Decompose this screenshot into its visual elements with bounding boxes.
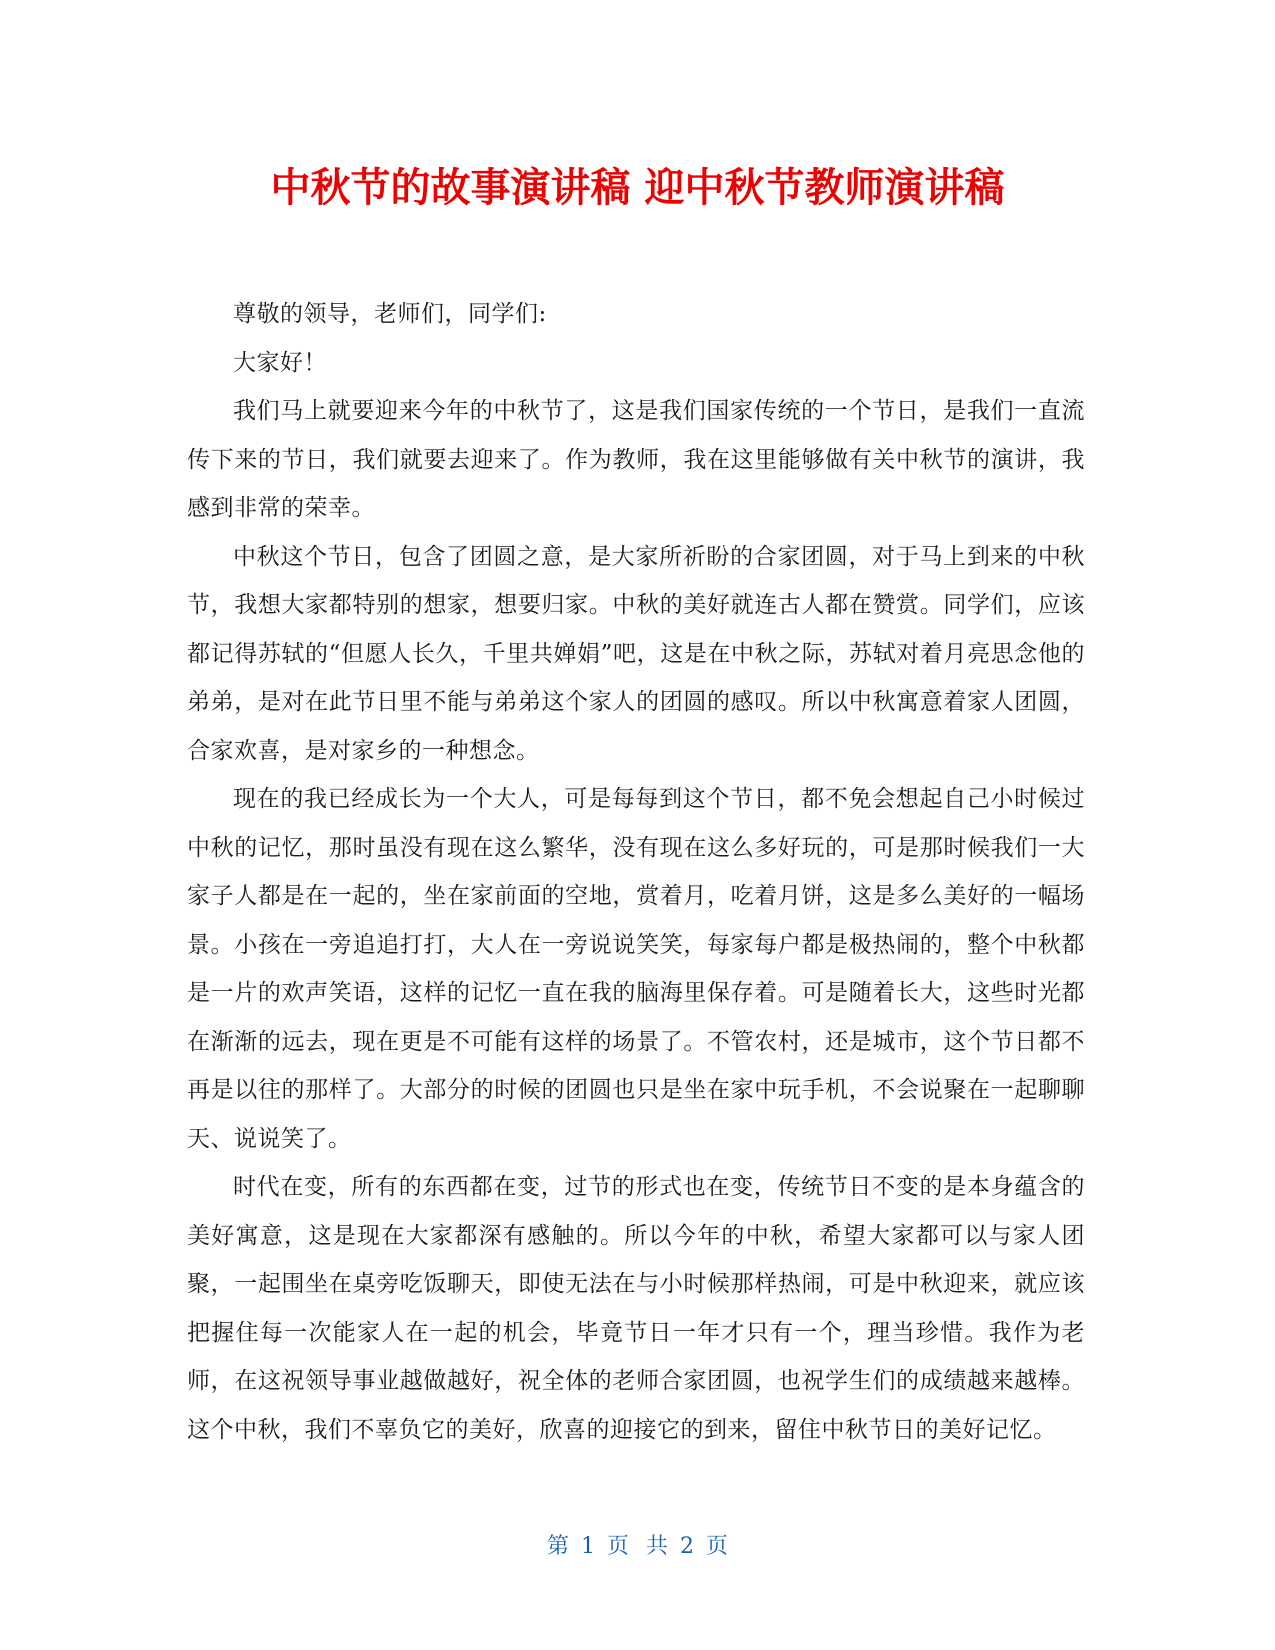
body-paragraph: 现在的我已经成长为一个大人，可是每每到这个节日，都不免会想起自己小时候过中秋的记忆，那时虽没有现在这么繁华，没有现在这么多好玩的，可是那时候我们一大家子人都是在一起的，坐在家前面的空地，赏着月，吃着月饼，这是多么美好的一幅场景。小孩在一旁追追打打，大人在一旁说说笑笑，每家每户都是极热闹的，整个中秋都是一片的欢声笑语，这样的记忆一直在我的脑海里保存着。可是随着长大，这些时光都在渐渐的远去，现在更是不可能有这样的场景了。不管农村，还是城市，这个节日都不再是以往的那样了。大部分的时候的团圆也只是坐在家中玩手机，不会说聚在一起聊聊天、说说笑了。 bbox=[187, 786, 1085, 1152]
page-label-suffix: 页 bbox=[706, 1534, 729, 1559]
document-title: 中秋节的故事演讲稿 迎中秋节教师演讲稿 bbox=[270, 165, 1005, 211]
body-paragraph: 时代在变，所有的东西都在变，过节的形式也在变，传统节日不变的是本身蕴含的美好寓意，这是现在大家都深有感触的。所以今年的中秋，希望大家都可以与家人团聚，一起围坐在桌旁吃饭聊天，即使无法在与小时候那样热闹，可是中秋迎来，就应该把握住每一次能家人在一起的机会，毕竟节日一年才只有一个，理当珍惜。我作为老师，在这祝领导事业越做越好，祝全体的老师合家团圆，也祝学生们的成绩越来越棒。这个中秋，我们不辜负它的美好，欣喜的迎接它的到来，留住中秋节日的美好记忆。 bbox=[187, 1174, 1085, 1443]
page-footer bbox=[0, 1532, 1275, 1562]
total-pages-number: 2 bbox=[680, 1534, 694, 1559]
body-paragraph: 中秋这个节日，包含了团圆之意，是大家所祈盼的合家团圆，对于马上到来的中秋节，我想大家都特别的想家，想要归家。中秋的美好就连古人都在赞赏。同学们，应该都记得苏轼的“但愿人长久，千里共婵娟”吧，这是在中秋之际，苏轼对着月亮思念他的弟弟，是对在此节日里不能与弟弟这个家人的团圆的感叹。所以中秋寓意着家人团圆，合家欢喜，是对家乡的一种想念。 bbox=[187, 543, 1085, 764]
page-label-prefix: 第 bbox=[546, 1534, 569, 1559]
page-label-mid: 页 共 bbox=[607, 1534, 668, 1559]
body-paragraph: 我们马上就要迎来今年的中秋节了，这是我们国家传统的一个节日，是我们一直流传下来的节日，我们就要去迎来了。作为教师，我在这里能够做有关中秋节的演讲，我感到非常的荣幸。 bbox=[187, 398, 1085, 521]
greeting: 大家好！ bbox=[233, 349, 327, 376]
salutation: 尊敬的领导，老师们，同学们: bbox=[233, 301, 547, 327]
current-page-number: 1 bbox=[581, 1534, 595, 1559]
document-body bbox=[187, 290, 1085, 1454]
